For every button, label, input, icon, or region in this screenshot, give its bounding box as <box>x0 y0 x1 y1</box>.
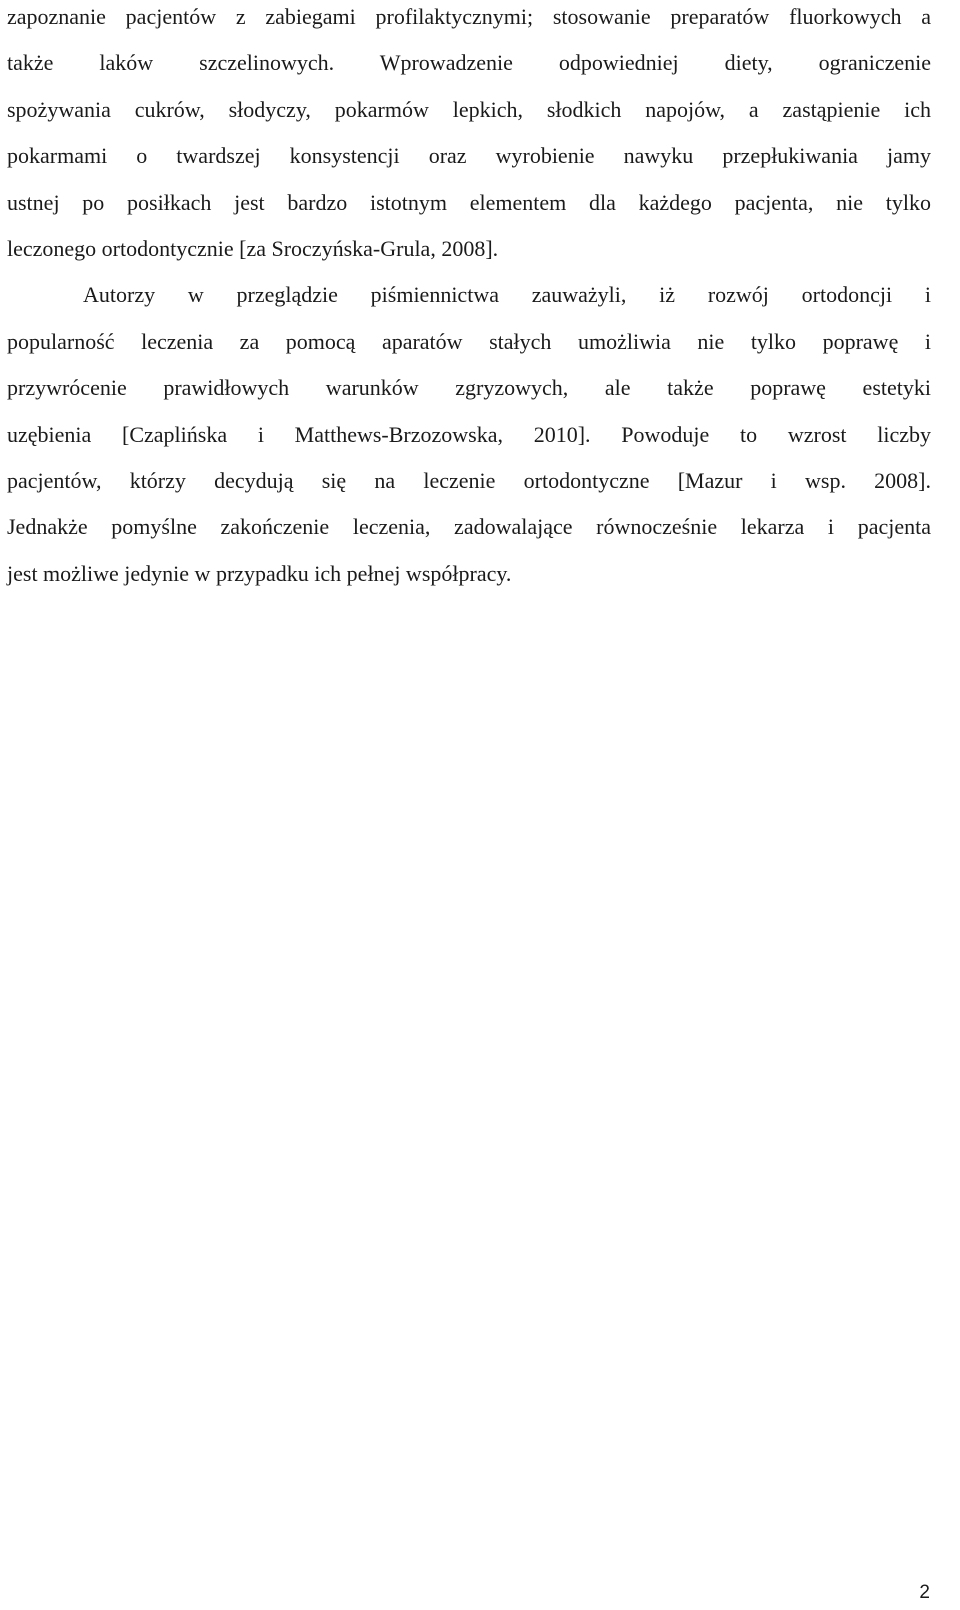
body-text <box>7 0 931 597</box>
text-line: pacjentów, którzy decydują się na leczenie ortodontyczne [Mazur i wsp. 2008]. <box>7 467 931 493</box>
text-line: uzębienia [Czaplińska i Matthews-Brzozowska, 2010]. Powoduje to wzrost liczby <box>7 421 931 447</box>
text-line: zapoznanie pacjentów z zabiegami profilaktycznymi; stosowanie preparatów fluorkowych a <box>7 4 931 29</box>
page-number: 2 <box>919 1582 930 1603</box>
text-line: leczonego ortodontycznie [za Sroczyńska-Grula, 2008]. <box>7 235 499 261</box>
text-line: pokarmami o twardszej konsystencji oraz wyrobienie nawyku przepłukiwania jamy <box>7 143 931 169</box>
text-line: Jednakże pomyślne zakończenie leczenia, zadowalające równocześnie lekarza i pacjenta <box>7 514 931 540</box>
text-line: jest możliwe jedynie w przypadku ich pełnej współpracy. <box>7 560 512 586</box>
paragraph-2 <box>7 272 931 597</box>
text-line: Autorzy w przeglądzie piśmiennictwa zauważyli, iż rozwój ortodoncji i <box>83 282 931 308</box>
text-line: przywrócenie prawidłowych warunków zgryzowych, ale także poprawę estetyki <box>7 375 931 401</box>
text-line: także laków szczelinowych. Wprowadzenie odpowiedniej diety, ograniczenie <box>7 50 931 76</box>
text-line: spożywania cukrów, słodyczy, pokarmów lepkich, słodkich napojów, a zastąpienie ich <box>7 96 931 122</box>
text-line: ustnej po posiłkach jest bardzo istotnym elementem dla każdego pacjenta, nie tylko <box>7 189 931 215</box>
paragraph-1 <box>7 0 931 272</box>
text-line: popularność leczenia za pomocą aparatów stałych umożliwia nie tylko poprawę i <box>7 328 931 354</box>
